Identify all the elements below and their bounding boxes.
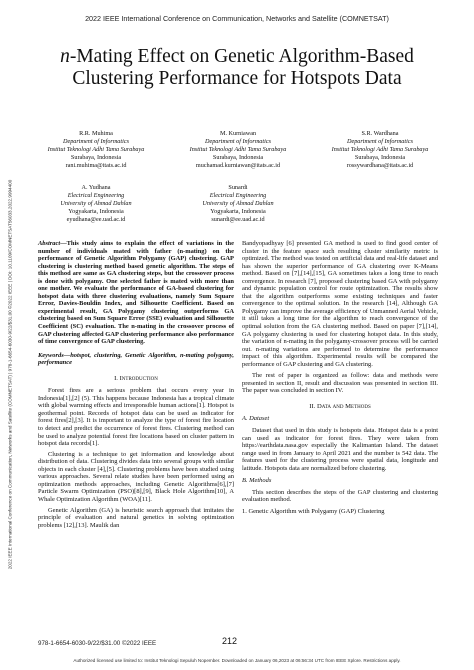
right-column [242,240,438,516]
paragraph: Clustering is a technique to get information and knowledge about distribution of data. Clustering divides data into several groups with similar objects in each cluster [4],[5]. Clustering problems have been studied using various approaches. Several relate studies have been performed using an optimization methods approaches, including Genetic Algorithms[6],[7] Particle Swarm Optimization (PSO)[8],[9], Black Hole Algorithm[10], A Whale Optimization Algorithm (WOA)[11]. [38,450,234,503]
author-inst: Institut Teknologi Adhi Tama Surabaya [331,146,429,153]
page-number: 212 [222,636,238,646]
section-heading-introduction: I. Introduction [114,374,158,382]
title-line-1 [30,46,444,68]
paragraph: Forest fires are a serious problem that occurs every year in Indonesia[1],[2] (5). This happens because Indonesia has a tropical climate with global warming effects and irresponsible human actions[1]. Hotspot is geothermal point. Records of hotspot data can be used as indicator for forest fires[2],[3]. It is important to analyze the type of forest fire location to detect and predict the occurrence of forest fires. Clustering method can be used to analyze potential forest fire locations based on cluster pattern in hotspot data records[1]. [38,387,234,448]
author-name: A. Yudhana [81,184,111,191]
doi-sidebar-text: 2022 IEEE International Conference on Communication, Networks and Satellite (COMNETSAT) | 978-1-6654-6030-9/22/$31.00 ©2022 IEEE | DOI: 10.1109/COMNETSAT56033.2022.9994400 [7,179,13,570]
author-row-1 [36,130,456,178]
abstract [38,240,234,346]
author-email: sunardi@ee.uad.ac.id [211,216,265,223]
author-dept: Department of Informatics [205,138,271,145]
paragraph: This section describes the steps of the GAP clustering and clustering evaluation method. [242,488,438,504]
author-city: Yogyakarta, Indonesia [68,208,124,215]
author-block [320,130,440,170]
author-name: Sunardi [228,184,248,191]
subsection-heading-dataset: A. Dataset [242,415,270,423]
author-inst: University of Ahmad Dahlan [202,200,274,207]
paragraph: Bandyopadhyay [6] presented GA method is used to find good center of cluster in the feature space such resulting cluster similarity metric is optimized. The method was tested on artificial data and real-life dataset and has shown the superior performance of GA clustering over K-Means method. Based on [7],[14],[15], GA sometimes takes a long time to reach convergence. In research [7], proposed clustering based GA with polygamy and dynamic population control for route optimization. The results show that the algorithm outperforms some existing techniques and faster convergence to the optimal solution. In the research [14], Although GA Polygamy can improve the average efficiency of Unmanned Aerial Vehicle, it still takes a long time for the algorithm to reach convergence of the optimal solution from the GA clustering method. Based on paper [7],[14], GA polygamy clustering is used for clustering hotspot data. In this study, the variation of n-mating in the polygamy-crossover process will be carried out. n-mating variations are performed to determine the performance impact of this algorithm. Experimental results will be compared the performance of GAP clustering and GA clustering. [242,240,438,368]
author-city: Surabaya, Indonesia [212,154,264,161]
author-city: Surabaya, Indonesia [354,154,406,161]
keywords-lead: Keywords [38,351,64,359]
author-email: eyudhana@ee.uad.ac.id [66,216,126,223]
paragraph: The rest of paper is organized as follow: data and methods were presented in section II, result and discussion was presented in section III. The paper was concluded in section IV. [242,372,438,395]
title-line-2: Clustering Performance for Hotspots Data [72,68,402,89]
author-email: rossywardhana@itats.ac.id [346,162,414,169]
paragraph: Dataset that used in this study is hotspots data. Hotspot data is a point can used as indicator for forest fires. They were taken from https://earthdata.nasa.gov especially the Kalimantan Island. The dataset range used in from January to April 2021 and the number is 542 data. The features used for the clustering process were spatial data, longitude and latitude. Hotspots data are normalized before clustering. [242,427,438,472]
author-row-2 [36,184,456,234]
author-email: muchamad.kurniawan@itats.ac.id [195,162,281,169]
author-inst: University of Ahmad Dahlan [60,200,132,207]
keywords-text: —hotspot, clustering, Genetic Algorithm, n-mating polygamy, performance [38,351,234,367]
title-n-italic: n [60,46,70,67]
author-email: rani.muhima@itats.ac.id [65,162,127,169]
title-line-1-rest: -Mating Effect on Genetic Algorithm-Based [69,46,414,67]
author-dept: Department of Informatics [63,138,129,145]
author-name: S.R. Wardhana [361,130,399,137]
license-notice: Authorized licensed use limited to: Institut Teknologi Sepuluh Nopember. Downloaded on January 06,2023 at 06:56:34 UTC from IEEE Xplore. Restrictions apply. [73,658,401,663]
author-dept: Electrical Engineering [67,192,125,199]
footer-isbn: 978-1-6654-6030-9/22/$31.00 ©2022 IEEE [38,640,157,647]
left-column [38,240,234,529]
numbered-heading: 1. Genetic Algorithm with Polygamy (GAP) Clustering [242,507,385,515]
subsection-heading-methods: B. Methods [242,477,272,485]
author-block [178,130,298,170]
author-dept: Department of Informatics [347,138,413,145]
author-name: M. Kurniawan [219,130,257,137]
author-block [178,184,298,224]
section-heading-data-methods: II. Data and Methods [309,402,371,410]
paper-title [30,46,444,90]
keywords [38,352,234,367]
author-city: Yogyakarta, Indonesia [210,208,266,215]
paragraph: Genetic Algorithm (GA) is heuristic search approach that imitates the principle of evaluation and natural genetics in solving optimization problems [12],[13]. Maulik dan [38,506,234,529]
author-block [36,184,156,224]
author-dept: Electrical Engineering [209,192,267,199]
doi-sidebar [2,110,12,650]
abstract-lead: Abstract [38,240,61,247]
author-inst: Institut Teknologi Adhi Tama Surabaya [47,146,145,153]
conference-header: 2022 IEEE International Conference on Communication, Networks and Satellite (COMNETSAT) [85,14,389,23]
author-name: R.R. Muhima [79,130,113,137]
author-city: Surabaya, Indonesia [70,154,122,161]
author-block [36,130,156,170]
abstract-text: —This study aims to explain the effect of variations in the number of individuals mated with father (n-mating) on the performance of Genetic Algorithm Polygamy (GAP) clustering. GAP clustering is clustering method based genetic algorithm. The steps of this method are same as GA clustering steps, but the crossover process is done with polygamy. One selected father is mated with more than one mother. We evaluate the performance of GA-based clustering for hotspot data with three clustering evaluations, namely Sum Square Error, Davies-Bouldin Index, and Silhouette Coefficient. Based on experimental result, GA Polygamy clustering outperforms GA clustering based on Sum Square Error (SSE) evaluation and Silhouette Coefficient (SC) evaluation. The n-mating in the crossover process of GAP clustering affected GAP clustering performance also performance of time convergence of GAP clustering. [38,240,234,346]
author-inst: Institut Teknologi Adhi Tama Surabaya [189,146,287,153]
